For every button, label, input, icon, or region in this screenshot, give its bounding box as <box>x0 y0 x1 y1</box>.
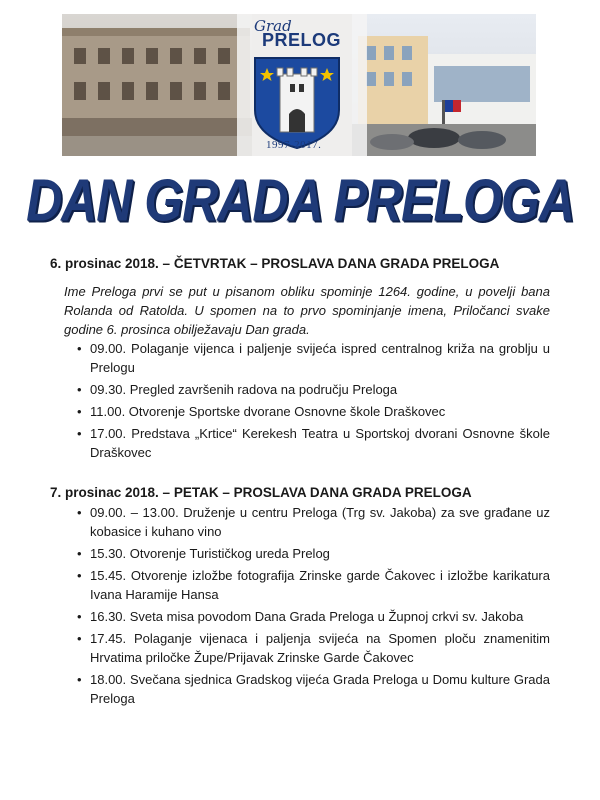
day-1-intro: Ime Preloga prvi se put u pisanom obliku spominje 1264. godine, u povelji bana Rolanda od Ratolda. U spomen na to prvo spominjanje imena, Priločanci svake godine 6. prosinca obilježavaju Dan grada. <box>64 284 550 337</box>
day-1-heading: 6. prosinac 2018. – ČETVRTAK – PROSLAVA DANA GRADA PRELOGA <box>50 256 500 271</box>
day-2-event-list <box>50 503 550 708</box>
brand-years: 1997-2017. <box>266 139 322 151</box>
brand-script-word: Grad <box>254 17 292 35</box>
list-item: • 16.30. Sveta misa povodom Dana Grada Preloga u Župnoj crkvi sv. Jakoba <box>90 607 550 626</box>
list-item: • 17.00. Predstava „Krtice“ Kerekesh Teatra u Sportskoj dvorani Osnovne škole Draškovec <box>90 424 550 462</box>
list-item: • 09.00. Polaganje vijenca i paljenje svijeća ispred centralnog križa na groblju u Prelogu <box>90 339 550 377</box>
list-item: • 11.00. Otvorenje Sportske dvorane Osnovne škole Draškovec <box>90 402 550 421</box>
day-1-event-list <box>50 339 550 462</box>
page-title: DAN GRADA PRELOGA <box>26 167 574 234</box>
brand-town-name: PRELOG <box>262 30 342 50</box>
program-content <box>50 254 550 711</box>
list-item: • 15.45. Otvorenje izložbe fotografija Zrinske garde Čakovec i izložbe karikatura Ivana Haramije Hansa <box>90 566 550 604</box>
day-2-heading: 7. prosinac 2018. – PETAK – PROSLAVA DANA GRADA PRELOGA <box>50 485 472 500</box>
list-item: • 09.30. Pregled završenih radova na području Preloga <box>90 380 550 399</box>
list-item: • 17.45. Polaganje vijenaca i paljenja svijeća na Spomen ploču znamenitim Hrvatima priločke Župe/Prijavak Zrinske Garde Čakovec <box>90 629 550 667</box>
list-item: • 18.00. Svečana sjednica Gradskog vijeća Grada Preloga u Domu kulture Grada Preloga <box>90 670 550 708</box>
list-item: • 15.30. Otvorenje Turističkog ureda Prelog <box>90 544 550 563</box>
list-item: • 09.00. – 13.00. Druženje u centru Preloga (Trg sv. Jakoba) za sve građane uz kobasice i kuhano vino <box>90 503 550 541</box>
